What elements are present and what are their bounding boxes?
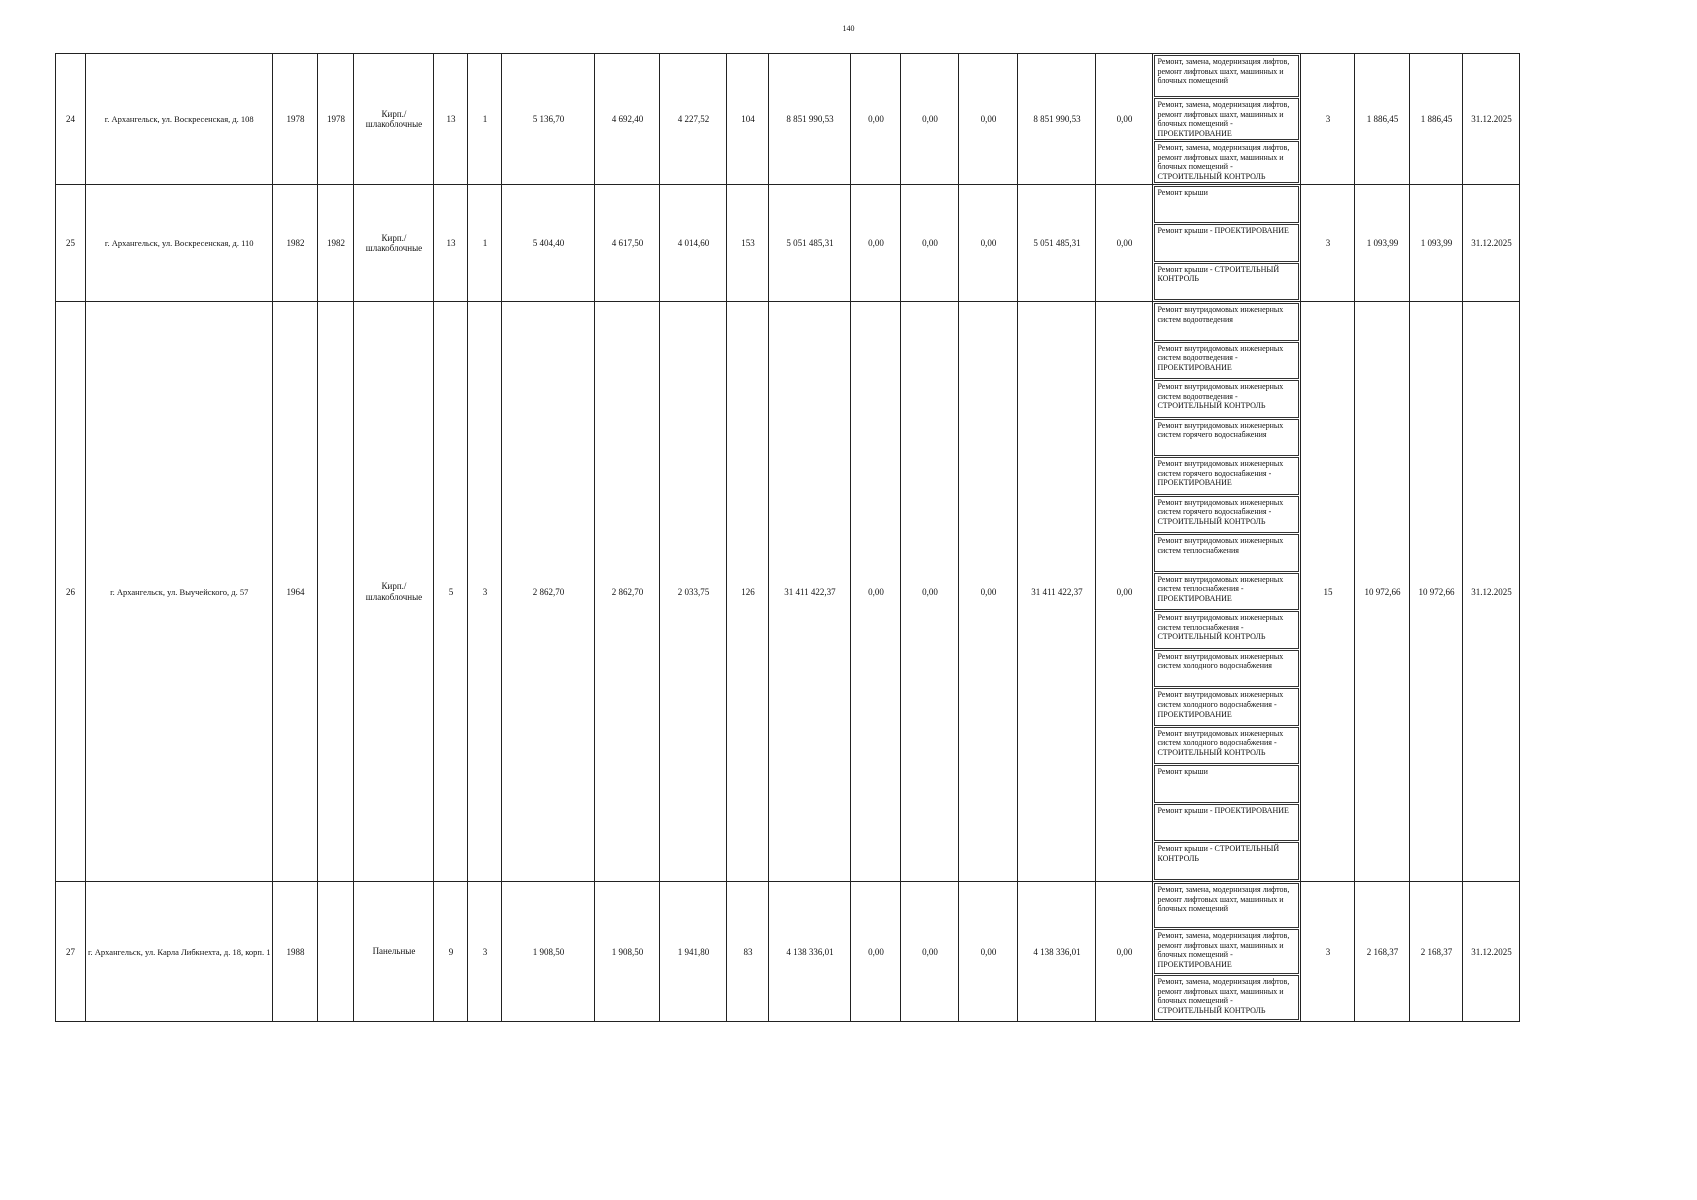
fund-3-cell: 0,00 [959,882,1018,1022]
entrances-cell: 1 [468,54,502,185]
work-item: Ремонт внутридомовых инженерных систем теплоснабжения [1154,534,1299,572]
work-count-cell: 3 [1301,185,1355,302]
year-built-cell: 1982 [273,185,318,302]
work-item: Ремонт внутридомовых инженерных систем водоотведения - ПРОЕКТИРОВАНИЕ [1154,342,1299,380]
total-area-cell: 5 136,70 [502,54,595,185]
year-commission-cell: 1978 [318,54,354,185]
fund-3-cell: 0,00 [959,54,1018,185]
area-residential-cell: 1 941,80 [660,882,727,1022]
unit-cost-cell: 1 093,99 [1355,185,1410,302]
year-commission-cell: 1982 [318,185,354,302]
work-item: Ремонт, замена, модернизация лифтов, ремонт лифтовых шахт, машинных и блочных помещений - ПРОЕКТИРОВАНИЕ [1154,98,1299,140]
work-item: Ремонт, замена, модернизация лифтов, ремонт лифтовых шахт, машинных и блочных помещений [1154,883,1299,928]
work-count-cell: 3 [1301,54,1355,185]
area-residential-cell: 2 033,75 [660,302,727,882]
table-row [56,185,1520,302]
row-number: 24 [56,54,86,185]
year-commission-cell [318,302,354,882]
address-cell: г. Архангельск, ул. Выучейского, д. 57 [86,302,273,882]
residents-cell: 153 [727,185,769,302]
table-row [56,302,1520,882]
deadline-cell: 31.12.2025 [1463,882,1520,1022]
work-item: Ремонт, замена, модернизация лифтов, ремонт лифтовых шахт, машинных и блочных помещений [1154,55,1299,97]
row-number: 25 [56,185,86,302]
page-number: 140 [842,24,855,33]
work-item: Ремонт внутридомовых инженерных систем холодного водоснабжения - СТРОИТЕЛЬНЫЙ КОНТРОЛЬ [1154,727,1299,765]
owners-funds-cell: 4 138 336,01 [1018,882,1096,1022]
year-commission-cell [318,882,354,1022]
work-count-cell: 15 [1301,302,1355,882]
address-cell: г. Архангельск, ул. Воскресенская, д. 110 [86,185,273,302]
works-list [1153,882,1300,1020]
work-count-cell: 3 [1301,882,1355,1022]
entrances-cell: 3 [468,882,502,1022]
fund-2-cell: 0,00 [901,54,959,185]
works-cell [1153,185,1301,302]
other-funds-cell: 0,00 [1096,302,1153,882]
unit-cost-cell: 10 972,66 [1355,302,1410,882]
total-cost-cell: 4 138 336,01 [769,882,851,1022]
work-item: Ремонт крыши - СТРОИТЕЛЬНЫЙ КОНТРОЛЬ [1154,842,1299,880]
total-cost-cell: 5 051 485,31 [769,185,851,302]
area-all-cell: 2 862,70 [595,302,660,882]
work-item: Ремонт внутридомовых инженерных систем теплоснабжения - СТРОИТЕЛЬНЫЙ КОНТРОЛЬ [1154,611,1299,649]
works-cell [1153,54,1301,185]
floors-cell: 13 [434,54,468,185]
fund-1-cell: 0,00 [851,882,901,1022]
work-item: Ремонт внутридомовых инженерных систем горячего водоснабжения - СТРОИТЕЛЬНЫЙ КОНТРОЛЬ [1154,496,1299,534]
residents-cell: 104 [727,54,769,185]
wall-material-cell: Кирп./ шлакоблочные [354,185,434,302]
work-item: Ремонт крыши [1154,765,1299,803]
deadline-cell: 31.12.2025 [1463,302,1520,882]
fund-3-cell: 0,00 [959,185,1018,302]
address-cell: г. Архангельск, ул. Воскресенская, д. 108 [86,54,273,185]
area-residential-cell: 4 227,52 [660,54,727,185]
work-item: Ремонт, замена, модернизация лифтов, ремонт лифтовых шахт, машинных и блочных помещений - ПРОЕКТИРОВАНИЕ [1154,929,1299,974]
wall-material-cell: Кирп./ шлакоблочные [354,302,434,882]
work-item: Ремонт, замена, модернизация лифтов, ремонт лифтовых шахт, машинных и блочных помещений - СТРОИТЕЛЬНЫЙ КОНТРОЛЬ [1154,141,1299,183]
capital-repair-table [55,53,1520,1022]
residents-cell: 126 [727,302,769,882]
floors-cell: 13 [434,185,468,302]
deadline-cell: 31.12.2025 [1463,185,1520,302]
work-item: Ремонт крыши - ПРОЕКТИРОВАНИЕ [1154,804,1299,842]
area-all-cell: 4 617,50 [595,185,660,302]
works-list [1153,185,1300,300]
address-cell: г. Архангельск, ул. Карла Либкнехта, д. 18, корп. 1 [86,882,273,1022]
work-item: Ремонт внутридомовых инженерных систем холодного водоснабжения [1154,650,1299,688]
works-cell [1153,882,1301,1022]
total-area-cell: 2 862,70 [502,302,595,882]
total-cost-cell: 8 851 990,53 [769,54,851,185]
work-item: Ремонт внутридомовых инженерных систем горячего водоснабжения - ПРОЕКТИРОВАНИЕ [1154,457,1299,495]
unit-cost-max-cell: 2 168,37 [1410,882,1463,1022]
work-item: Ремонт внутридомовых инженерных систем водоотведения - СТРОИТЕЛЬНЫЙ КОНТРОЛЬ [1154,380,1299,418]
unit-cost-cell: 2 168,37 [1355,882,1410,1022]
work-item: Ремонт крыши - ПРОЕКТИРОВАНИЕ [1154,224,1299,261]
deadline-cell: 31.12.2025 [1463,54,1520,185]
area-all-cell: 4 692,40 [595,54,660,185]
fund-1-cell: 0,00 [851,302,901,882]
row-number: 26 [56,302,86,882]
unit-cost-max-cell: 10 972,66 [1410,302,1463,882]
area-residential-cell: 4 014,60 [660,185,727,302]
fund-1-cell: 0,00 [851,185,901,302]
work-item: Ремонт внутридомовых инженерных систем холодного водоснабжения - ПРОЕКТИРОВАНИЕ [1154,688,1299,726]
total-area-cell: 1 908,50 [502,882,595,1022]
works-cell [1153,302,1301,882]
floors-cell: 5 [434,302,468,882]
other-funds-cell: 0,00 [1096,882,1153,1022]
wall-material-cell: Кирп./ шлакоблочные [354,54,434,185]
year-built-cell: 1964 [273,302,318,882]
owners-funds-cell: 31 411 422,37 [1018,302,1096,882]
work-item: Ремонт внутридомовых инженерных систем теплоснабжения - ПРОЕКТИРОВАНИЕ [1154,573,1299,611]
wall-material-cell: Панельные [354,882,434,1022]
unit-cost-max-cell: 1 886,45 [1410,54,1463,185]
total-area-cell: 5 404,40 [502,185,595,302]
work-item: Ремонт, замена, модернизация лифтов, ремонт лифтовых шахт, машинных и блочных помещений - СТРОИТЕЛЬНЫЙ КОНТРОЛЬ [1154,975,1299,1020]
year-built-cell: 1978 [273,54,318,185]
year-built-cell: 1988 [273,882,318,1022]
residents-cell: 83 [727,882,769,1022]
fund-2-cell: 0,00 [901,302,959,882]
fund-3-cell: 0,00 [959,302,1018,882]
area-all-cell: 1 908,50 [595,882,660,1022]
work-item: Ремонт крыши - СТРОИТЕЛЬНЫЙ КОНТРОЛЬ [1154,263,1299,300]
works-list [1153,54,1300,183]
other-funds-cell: 0,00 [1096,185,1153,302]
entrances-cell: 1 [468,185,502,302]
work-item: Ремонт внутридомовых инженерных систем горячего водоснабжения [1154,419,1299,457]
entrances-cell: 3 [468,302,502,882]
row-number: 27 [56,882,86,1022]
works-list [1153,302,1300,880]
floors-cell: 9 [434,882,468,1022]
other-funds-cell: 0,00 [1096,54,1153,185]
fund-1-cell: 0,00 [851,54,901,185]
fund-2-cell: 0,00 [901,882,959,1022]
unit-cost-max-cell: 1 093,99 [1410,185,1463,302]
unit-cost-cell: 1 886,45 [1355,54,1410,185]
total-cost-cell: 31 411 422,37 [769,302,851,882]
work-item: Ремонт внутридомовых инженерных систем водоотведения [1154,303,1299,341]
table-row [56,882,1520,1022]
fund-2-cell: 0,00 [901,185,959,302]
table-row [56,54,1520,185]
work-item: Ремонт крыши [1154,186,1299,223]
owners-funds-cell: 8 851 990,53 [1018,54,1096,185]
owners-funds-cell: 5 051 485,31 [1018,185,1096,302]
